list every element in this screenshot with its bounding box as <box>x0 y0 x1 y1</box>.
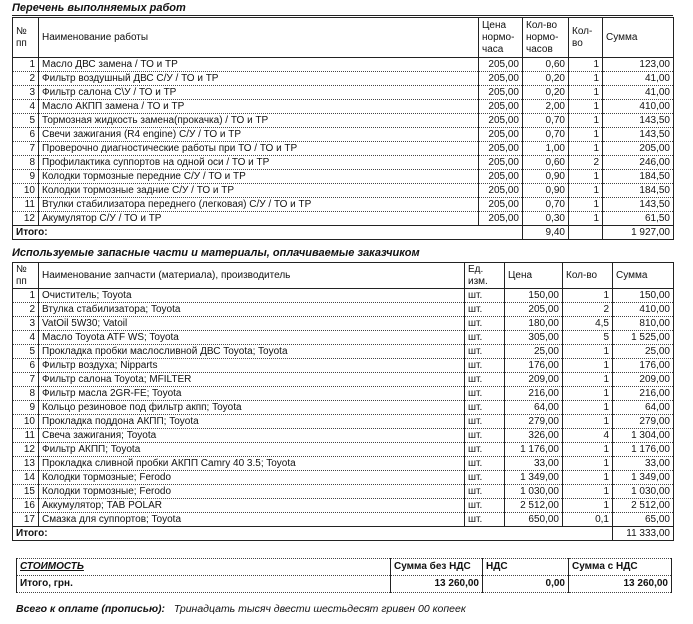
parts-cell-name: VatOil 5W30; Vatoil <box>39 317 465 331</box>
parts-row <box>13 303 674 317</box>
works-cell-hours: 0,60 <box>523 58 569 72</box>
works-cell-name: Проверочно диагностические работы при ТО / ТО и ТР <box>39 142 479 156</box>
parts-cell-unit: шт. <box>465 499 505 513</box>
works-row <box>13 184 674 198</box>
parts-row <box>13 513 674 527</box>
parts-cell-n: 3 <box>13 317 39 331</box>
works-cell-sum: 123,00 <box>603 58 674 72</box>
parts-cell-price: 205,00 <box>505 303 563 317</box>
parts-cell-unit: шт. <box>465 289 505 303</box>
cost-header-vat: НДС <box>483 559 569 576</box>
parts-cell-unit: шт. <box>465 331 505 345</box>
works-cell-name: Втулки стабилизатора переднего (легковая) С/У / ТО и ТР <box>39 198 479 212</box>
parts-cell-sum: 150,00 <box>613 289 674 303</box>
parts-cell-unit: шт. <box>465 303 505 317</box>
parts-cell-qty: 4 <box>563 429 613 443</box>
parts-cell-sum: 1 525,00 <box>613 331 674 345</box>
parts-row <box>13 443 674 457</box>
parts-cell-n: 15 <box>13 485 39 499</box>
parts-total-sum: 11 333,00 <box>613 527 674 541</box>
parts-cell-n: 7 <box>13 373 39 387</box>
parts-cell-unit: шт. <box>465 457 505 471</box>
cost-no-vat-value: 13 260,00 <box>391 576 483 593</box>
cost-total-label: Итого, грн. <box>17 576 391 593</box>
works-total-hours: 9,40 <box>523 226 569 240</box>
works-cell-n: 6 <box>13 128 39 142</box>
works-cell-hours: 2,00 <box>523 100 569 114</box>
cost-label: СТОИМОСТЬ <box>17 559 391 576</box>
parts-cell-qty: 1 <box>563 373 613 387</box>
works-cell-qty: 1 <box>569 72 603 86</box>
works-cell-price: 205,00 <box>479 72 523 86</box>
parts-cell-sum: 65,00 <box>613 513 674 527</box>
works-cell-qty: 1 <box>569 184 603 198</box>
works-cell-qty: 1 <box>569 100 603 114</box>
parts-cell-price: 2 512,00 <box>505 499 563 513</box>
works-cell-price: 205,00 <box>479 198 523 212</box>
parts-cell-n: 14 <box>13 471 39 485</box>
parts-cell-n: 17 <box>13 513 39 527</box>
works-row <box>13 212 674 226</box>
parts-cell-unit: шт. <box>465 401 505 415</box>
parts-cell-qty: 1 <box>563 499 613 513</box>
parts-cell-n: 6 <box>13 359 39 373</box>
works-cell-price: 205,00 <box>479 156 523 170</box>
parts-row <box>13 485 674 499</box>
parts-cell-qty: 4,5 <box>563 317 613 331</box>
parts-cell-qty: 1 <box>563 359 613 373</box>
parts-section-title: Используемые запасные части и материалы, оплачиваемые заказчиком <box>12 247 420 259</box>
parts-cell-price: 176,00 <box>505 359 563 373</box>
parts-cell-price: 33,00 <box>505 457 563 471</box>
works-row <box>13 128 674 142</box>
parts-cell-qty: 2 <box>563 303 613 317</box>
parts-cell-sum: 64,00 <box>613 401 674 415</box>
parts-row <box>13 499 674 513</box>
parts-cell-n: 2 <box>13 303 39 317</box>
parts-row <box>13 387 674 401</box>
works-cell-name: Фильтр салона С\У / ТО и ТР <box>39 86 479 100</box>
payment-in-words-label: Всего к оплате (прописью): <box>16 603 166 615</box>
parts-cell-qty: 5 <box>563 331 613 345</box>
works-row <box>13 198 674 212</box>
parts-cell-sum: 33,00 <box>613 457 674 471</box>
parts-cell-unit: шт. <box>465 485 505 499</box>
parts-cell-qty: 1 <box>563 471 613 485</box>
payment-in-words <box>16 603 466 615</box>
works-cell-n: 1 <box>13 58 39 72</box>
parts-cell-sum: 25,00 <box>613 345 674 359</box>
parts-cell-qty: 1 <box>563 415 613 429</box>
parts-cell-unit: шт. <box>465 471 505 485</box>
parts-cell-price: 216,00 <box>505 387 563 401</box>
works-cell-price: 205,00 <box>479 100 523 114</box>
works-cell-hours: 0,20 <box>523 86 569 100</box>
works-cell-name: Тормозная жидкость замена(прокачка) / ТО и ТР <box>39 114 479 128</box>
parts-cell-n: 8 <box>13 387 39 401</box>
parts-cell-qty: 1 <box>563 485 613 499</box>
parts-cell-price: 650,00 <box>505 513 563 527</box>
works-cell-hours: 0,70 <box>523 198 569 212</box>
works-cell-sum: 41,00 <box>603 72 674 86</box>
parts-cell-name: Кольцо резиновое под фильтр акпп; Toyota <box>39 401 465 415</box>
parts-cell-qty: 1 <box>563 387 613 401</box>
parts-row <box>13 457 674 471</box>
works-row <box>13 170 674 184</box>
works-cell-hours: 0,70 <box>523 114 569 128</box>
parts-header-unit: Ед. изм. <box>465 263 505 289</box>
works-cell-price: 205,00 <box>479 142 523 156</box>
works-cell-sum: 184,50 <box>603 170 674 184</box>
works-row <box>13 114 674 128</box>
parts-cell-price: 64,00 <box>505 401 563 415</box>
parts-cell-n: 13 <box>13 457 39 471</box>
parts-row <box>13 317 674 331</box>
works-cell-name: Фильтр воздушный ДВС С/У / ТО и ТР <box>39 72 479 86</box>
parts-cell-sum: 1 030,00 <box>613 485 674 499</box>
parts-cell-unit: шт. <box>465 513 505 527</box>
works-cell-qty: 1 <box>569 170 603 184</box>
cost-header-no-vat: Сумма без НДС <box>391 559 483 576</box>
works-header-name: Наименование работы <box>39 18 479 58</box>
payment-in-words-value: Тринадцать тысяч двести шестьдесят гривен 00 копеек <box>173 603 466 615</box>
parts-cell-sum: 1 349,00 <box>613 471 674 485</box>
works-cell-price: 205,00 <box>479 86 523 100</box>
parts-cell-qty: 1 <box>563 345 613 359</box>
works-cell-sum: 143,50 <box>603 198 674 212</box>
parts-cell-unit: шт. <box>465 429 505 443</box>
parts-cell-n: 11 <box>13 429 39 443</box>
parts-cell-name: Колодки тормозные; Ferodo <box>39 471 465 485</box>
works-cell-n: 11 <box>13 198 39 212</box>
works-cell-qty: 1 <box>569 142 603 156</box>
parts-row <box>13 345 674 359</box>
parts-row <box>13 359 674 373</box>
parts-cell-name: Фильтр воздуха; Nipparts <box>39 359 465 373</box>
parts-row <box>13 289 674 303</box>
parts-cell-sum: 2 512,00 <box>613 499 674 513</box>
parts-cell-unit: шт. <box>465 373 505 387</box>
parts-cell-n: 1 <box>13 289 39 303</box>
parts-cell-n: 16 <box>13 499 39 513</box>
cost-with-vat-value: 13 260,00 <box>569 576 672 593</box>
works-row <box>13 72 674 86</box>
parts-cell-n: 12 <box>13 443 39 457</box>
works-cell-price: 205,00 <box>479 170 523 184</box>
parts-cell-n: 9 <box>13 401 39 415</box>
works-cell-price: 205,00 <box>479 128 523 142</box>
works-cell-n: 10 <box>13 184 39 198</box>
parts-cell-price: 305,00 <box>505 331 563 345</box>
works-cell-qty: 1 <box>569 198 603 212</box>
parts-cell-unit: шт. <box>465 415 505 429</box>
parts-cell-name: Смазка для суппортов; Toyota <box>39 513 465 527</box>
works-cell-qty: 1 <box>569 58 603 72</box>
works-cell-sum: 246,00 <box>603 156 674 170</box>
parts-row <box>13 373 674 387</box>
parts-cell-name: Прокладка пробки маслосливной ДВС Toyota; Toyota <box>39 345 465 359</box>
parts-cell-price: 279,00 <box>505 415 563 429</box>
parts-row <box>13 429 674 443</box>
works-cell-price: 205,00 <box>479 184 523 198</box>
works-cell-qty: 1 <box>569 86 603 100</box>
parts-cell-n: 10 <box>13 415 39 429</box>
parts-header-sum: Сумма <box>613 263 674 289</box>
parts-cell-price: 1 030,00 <box>505 485 563 499</box>
parts-cell-sum: 1 304,00 <box>613 429 674 443</box>
works-cell-qty: 1 <box>569 114 603 128</box>
parts-header-price: Цена <box>505 263 563 289</box>
works-row <box>13 142 674 156</box>
works-cell-qty: 1 <box>569 128 603 142</box>
parts-cell-price: 326,00 <box>505 429 563 443</box>
parts-header-num: № пп <box>13 263 39 289</box>
works-header-price: Цена нормо- часа <box>479 18 523 58</box>
works-cell-name: Масло АКПП замена / ТО и ТР <box>39 100 479 114</box>
works-cell-price: 205,00 <box>479 212 523 226</box>
parts-cell-sum: 209,00 <box>613 373 674 387</box>
works-cell-n: 9 <box>13 170 39 184</box>
parts-cell-unit: шт. <box>465 359 505 373</box>
works-total-sum: 1 927,00 <box>603 226 674 240</box>
parts-table <box>12 262 674 541</box>
works-table <box>12 17 674 240</box>
works-cell-name: Акумулятор С/У / ТО и ТР <box>39 212 479 226</box>
works-section-title: Перечень выполняемых работ <box>12 2 186 14</box>
parts-cell-price: 209,00 <box>505 373 563 387</box>
works-cell-hours: 0,90 <box>523 184 569 198</box>
parts-cell-price: 1 176,00 <box>505 443 563 457</box>
parts-cell-name: Колодки тормозные; Ferodo <box>39 485 465 499</box>
works-cell-sum: 143,50 <box>603 114 674 128</box>
works-cell-hours: 0,20 <box>523 72 569 86</box>
parts-cell-name: Масло Toyota ATF WS; Toyota <box>39 331 465 345</box>
parts-cell-price: 180,00 <box>505 317 563 331</box>
parts-cell-name: Фильтр масла 2GR-FE; Toyota <box>39 387 465 401</box>
parts-header-name: Наименование запчасти (материала), производитель <box>39 263 465 289</box>
parts-cell-qty: 1 <box>563 443 613 457</box>
works-cell-name: Масло ДВС замена / ТО и ТР <box>39 58 479 72</box>
parts-total-label: Итого: <box>13 527 613 541</box>
works-cell-name: Колодки тормозные передние С/У / ТО и ТР <box>39 170 479 184</box>
parts-cell-unit: шт. <box>465 443 505 457</box>
parts-cell-qty: 1 <box>563 457 613 471</box>
works-cell-sum: 410,00 <box>603 100 674 114</box>
works-cell-hours: 0,90 <box>523 170 569 184</box>
works-cell-hours: 0,60 <box>523 156 569 170</box>
works-total-label: Итого: <box>13 226 523 240</box>
parts-cell-qty: 1 <box>563 401 613 415</box>
cost-header-with-vat: Сумма с НДС <box>569 559 672 576</box>
works-cell-n: 12 <box>13 212 39 226</box>
parts-cell-n: 5 <box>13 345 39 359</box>
works-row <box>13 100 674 114</box>
works-cell-price: 205,00 <box>479 114 523 128</box>
works-cell-name: Свечи зажигания (R4 engine) С/У / ТО и ТР <box>39 128 479 142</box>
works-row <box>13 156 674 170</box>
works-header-qty: Кол- во <box>569 18 603 58</box>
works-cell-sum: 143,50 <box>603 128 674 142</box>
cost-table <box>16 558 672 593</box>
parts-cell-sum: 410,00 <box>613 303 674 317</box>
parts-cell-sum: 1 176,00 <box>613 443 674 457</box>
works-cell-sum: 205,00 <box>603 142 674 156</box>
works-header-num: № пп <box>13 18 39 58</box>
works-cell-hours: 1,00 <box>523 142 569 156</box>
parts-cell-unit: шт. <box>465 387 505 401</box>
parts-cell-name: Прокладка сливной пробки АКПП Camry 40 3.5; Toyota <box>39 457 465 471</box>
works-cell-n: 5 <box>13 114 39 128</box>
parts-cell-sum: 810,00 <box>613 317 674 331</box>
parts-row <box>13 471 674 485</box>
works-cell-hours: 0,70 <box>523 128 569 142</box>
works-cell-sum: 41,00 <box>603 86 674 100</box>
parts-cell-price: 150,00 <box>505 289 563 303</box>
works-cell-n: 2 <box>13 72 39 86</box>
works-row <box>13 58 674 72</box>
parts-cell-name: Фильтр АКПП; Toyota <box>39 443 465 457</box>
parts-row <box>13 331 674 345</box>
works-header-hours: Кол-во нормо- часов <box>523 18 569 58</box>
parts-cell-name: Фильтр салона Toyota; MFILTER <box>39 373 465 387</box>
parts-cell-qty: 0,1 <box>563 513 613 527</box>
works-cell-n: 7 <box>13 142 39 156</box>
parts-cell-sum: 279,00 <box>613 415 674 429</box>
works-cell-qty: 1 <box>569 212 603 226</box>
parts-cell-unit: шт. <box>465 345 505 359</box>
works-cell-name: Колодки тормозные задние С/У / ТО и ТР <box>39 184 479 198</box>
parts-cell-sum: 216,00 <box>613 387 674 401</box>
works-cell-sum: 184,50 <box>603 184 674 198</box>
parts-cell-price: 1 349,00 <box>505 471 563 485</box>
works-cell-n: 3 <box>13 86 39 100</box>
parts-cell-unit: шт. <box>465 317 505 331</box>
parts-cell-n: 4 <box>13 331 39 345</box>
works-cell-hours: 0,30 <box>523 212 569 226</box>
parts-row <box>13 415 674 429</box>
parts-header-qty: Кол-во <box>563 263 613 289</box>
works-row <box>13 86 674 100</box>
parts-cell-name: Прокладка поддона АКПП; Toyota <box>39 415 465 429</box>
works-cell-qty: 2 <box>569 156 603 170</box>
works-cell-n: 4 <box>13 100 39 114</box>
parts-cell-sum: 176,00 <box>613 359 674 373</box>
parts-cell-name: Втулка стабилизатора; Toyota <box>39 303 465 317</box>
works-cell-n: 8 <box>13 156 39 170</box>
parts-cell-name: Аккумулятор; TAB POLAR <box>39 499 465 513</box>
works-cell-price: 205,00 <box>479 58 523 72</box>
parts-cell-name: Свеча зажигания; Toyota <box>39 429 465 443</box>
parts-cell-price: 25,00 <box>505 345 563 359</box>
parts-cell-name: Очиститель; Toyota <box>39 289 465 303</box>
parts-cell-qty: 1 <box>563 289 613 303</box>
works-cell-sum: 61,50 <box>603 212 674 226</box>
cost-vat-value: 0,00 <box>483 576 569 593</box>
works-header-sum: Сумма <box>603 18 674 58</box>
works-cell-name: Профилактика суппортов на одной оси / ТО и ТР <box>39 156 479 170</box>
works-title-underline <box>12 15 673 16</box>
parts-row <box>13 401 674 415</box>
